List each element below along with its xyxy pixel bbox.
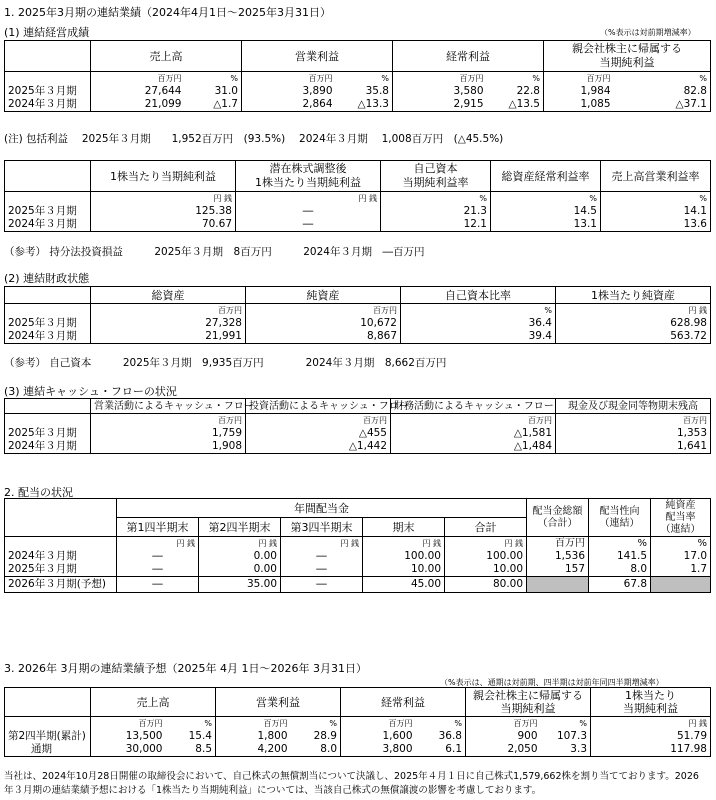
value-cell: △37.1 bbox=[614, 98, 711, 112]
header-line-1: 純資産 bbox=[665, 499, 696, 511]
value-cell: 21,991 bbox=[91, 330, 246, 344]
value-cell: 27,644 bbox=[91, 85, 185, 98]
header-operating-margin: 売上高営業利益率 bbox=[601, 161, 711, 192]
value-cell: ― bbox=[117, 577, 199, 593]
forecast-pct-note: （%表示は、通期は対前期、四半期は対前年同四半期増減率） bbox=[440, 678, 664, 687]
corner-cell bbox=[5, 399, 91, 414]
value-cell: 12.1 bbox=[381, 218, 491, 232]
unit-cell: 百万円 bbox=[216, 717, 291, 731]
value-cell: 10.00 bbox=[445, 563, 527, 577]
value-cell: △455 bbox=[246, 427, 391, 440]
value-cell: 13,500 bbox=[91, 730, 166, 743]
value-cell: 36.8 bbox=[416, 730, 466, 743]
unit-cell: % bbox=[185, 72, 242, 86]
value-cell: 30,000 bbox=[91, 743, 166, 757]
header-line-1: 親会社株主に帰属する bbox=[473, 689, 583, 702]
value-cell: 13.1 bbox=[491, 218, 601, 232]
pct-note: （%表示は対前期増減率） bbox=[600, 28, 696, 37]
header-total-dividend bbox=[527, 499, 589, 537]
header-line-2: 当期純利益 bbox=[500, 702, 556, 715]
value-cell: 2,864 bbox=[242, 98, 336, 112]
header-q3: 第3四半期末 bbox=[281, 518, 363, 537]
section-heading-dividends: 2. 配当の状況 bbox=[4, 486, 73, 499]
value-cell: 35.8 bbox=[336, 85, 393, 98]
value-cell: 14.5 bbox=[491, 205, 601, 218]
unit-row-label bbox=[5, 717, 91, 731]
header-operating-cf: 営業活動によるキャッシュ・フロー bbox=[91, 399, 246, 414]
value-cell: 27,328 bbox=[91, 317, 246, 330]
header-sales: 売上高 bbox=[91, 41, 242, 72]
header-year-end: 期末 bbox=[363, 518, 445, 537]
header-sales: 売上高 bbox=[91, 688, 216, 717]
value-cell: 70.67 bbox=[91, 218, 236, 232]
header-line-2: 配当率 bbox=[665, 511, 696, 523]
forecast-footnote-line-1: 当社は、2024年10月28日開催の取締役会において、自己株式の無償割当について決議し、2025年４月１日に自己株式1,579,662株を割り当てております。2026 bbox=[4, 771, 699, 782]
value-cell: 1,759 bbox=[91, 427, 246, 440]
row-label: 2025年３月期 bbox=[5, 427, 91, 440]
value-cell: 22.8 bbox=[487, 85, 544, 98]
value-cell: 8,867 bbox=[246, 330, 401, 344]
corner-cell bbox=[5, 287, 91, 304]
unit-cell: 百万円 bbox=[91, 414, 246, 428]
consolidated-results-table bbox=[4, 40, 711, 112]
header-cash-end: 現金及び現金同等物期末残高 bbox=[556, 399, 711, 414]
row-label: 2025年３月期 bbox=[5, 317, 91, 330]
value-cell: 157 bbox=[527, 563, 589, 577]
unit-cell: % bbox=[487, 72, 544, 86]
value-cell: 4,200 bbox=[216, 743, 291, 757]
header-operating-income: 営業利益 bbox=[242, 41, 393, 72]
header-diluted-eps bbox=[236, 161, 381, 192]
value-cell: 117.98 bbox=[591, 743, 711, 757]
value-cell: ― bbox=[281, 563, 363, 577]
unit-cell: 円 銭 bbox=[556, 304, 711, 318]
header-line-1: 配当性向 bbox=[599, 505, 640, 517]
equity-note: （参考） 自己資本 2025年３月期 9,935百万円 2024年３月期 8,662百万円 bbox=[4, 357, 447, 369]
header-eps: 1株当たり当期純利益 bbox=[91, 161, 236, 192]
unit-cell: % bbox=[336, 72, 393, 86]
value-cell: 28.9 bbox=[291, 730, 341, 743]
unit-cell: 百万円 bbox=[466, 717, 541, 731]
value-cell: ― bbox=[236, 205, 381, 218]
value-cell: 21,099 bbox=[91, 98, 185, 112]
unit-cell: 円 銭 bbox=[117, 537, 199, 551]
value-cell: 3,800 bbox=[341, 743, 416, 757]
value-cell: 1,800 bbox=[216, 730, 291, 743]
row-label: 2024年３月期 bbox=[5, 440, 91, 454]
unit-cell: 百万円 bbox=[91, 717, 166, 731]
unit-cell: 円 銭 bbox=[281, 537, 363, 551]
value-cell: ― bbox=[236, 218, 381, 232]
value-cell: 14.1 bbox=[601, 205, 711, 218]
unit-cell: 円 銭 bbox=[591, 717, 711, 731]
row-label: 2025年３月期 bbox=[5, 205, 91, 218]
header-bps: 1株当たり純資産 bbox=[556, 287, 711, 304]
header-q2: 第2四半期末 bbox=[199, 518, 281, 537]
unit-cell: 百万円 bbox=[393, 72, 487, 86]
unit-cell: % bbox=[601, 192, 711, 206]
header-line-3: （連結） bbox=[660, 523, 701, 535]
corner-cell bbox=[5, 688, 91, 717]
value-cell: 80.00 bbox=[445, 577, 527, 593]
value-cell: △1,581 bbox=[391, 427, 556, 440]
row-label: 2024年３月期 bbox=[5, 330, 91, 344]
row-label: 通期 bbox=[5, 743, 91, 757]
unit-cell: 円 銭 bbox=[363, 537, 445, 551]
value-cell: 8.0 bbox=[291, 743, 341, 757]
header-line-2: （合計） bbox=[537, 517, 578, 529]
value-cell: 141.5 bbox=[589, 550, 651, 563]
unit-cell: % bbox=[291, 717, 341, 731]
header-line-1: 配当金総額 bbox=[532, 505, 583, 517]
value-cell: 45.00 bbox=[363, 577, 445, 593]
unit-cell: % bbox=[166, 717, 216, 731]
unit-cell: 百万円 bbox=[246, 414, 391, 428]
value-cell: △13.5 bbox=[487, 98, 544, 112]
header-line-1: 自己資本 bbox=[413, 162, 458, 175]
unit-cell: 百万円 bbox=[527, 537, 589, 551]
value-cell: 67.8 bbox=[589, 577, 651, 593]
value-cell-na bbox=[527, 577, 589, 593]
value-cell: 1,085 bbox=[544, 98, 614, 112]
unit-cell: % bbox=[401, 304, 556, 318]
value-cell: ― bbox=[117, 563, 199, 577]
per-share-table bbox=[4, 160, 711, 232]
value-cell: 2,050 bbox=[466, 743, 541, 757]
header-line-1: 潜在株式調整後 bbox=[269, 162, 347, 175]
header-roa: 総資産経常利益率 bbox=[491, 161, 601, 192]
header-line-2: 当期純利益率 bbox=[402, 176, 469, 189]
value-cell: 628.98 bbox=[556, 317, 711, 330]
value-cell: △1,442 bbox=[246, 440, 391, 454]
financial-position-table bbox=[4, 286, 711, 344]
value-cell: 1,600 bbox=[341, 730, 416, 743]
unit-cell: 百万円 bbox=[391, 414, 556, 428]
header-investing-cf: 投資活動によるキャッシュ・フロー bbox=[246, 399, 391, 414]
unit-cell: 百万円 bbox=[246, 304, 401, 318]
header-total: 合計 bbox=[445, 518, 527, 537]
value-cell: 3.3 bbox=[541, 743, 591, 757]
unit-cell: % bbox=[491, 192, 601, 206]
value-cell: ― bbox=[281, 550, 363, 563]
unit-cell: 百万円 bbox=[91, 304, 246, 318]
value-cell: 125.38 bbox=[91, 205, 236, 218]
value-cell: 10,672 bbox=[246, 317, 401, 330]
section-heading-consolidated-results: (1) 連結経営成績 bbox=[4, 26, 90, 39]
header-line-2: 当期純利益 bbox=[599, 56, 655, 69]
value-cell: 1.7 bbox=[651, 563, 711, 577]
row-label: 2024年３月期 bbox=[5, 218, 91, 232]
value-cell: 2,915 bbox=[393, 98, 487, 112]
page-title: 1. 2025年3月期の連結業績（2024年4月1日～2025年3月31日） bbox=[4, 6, 331, 19]
comprehensive-income-note: (注) 包括利益 2025年３月期 1,952百万円 (93.5%) 2024年３月期 1,008百万円 (△45.5%) bbox=[4, 133, 504, 145]
unit-cell: % bbox=[651, 537, 711, 551]
header-doe bbox=[651, 499, 711, 537]
value-cell: △1.7 bbox=[185, 98, 242, 112]
value-cell: 6.1 bbox=[416, 743, 466, 757]
value-cell: 31.0 bbox=[185, 85, 242, 98]
row-label: 2025年３月期 bbox=[5, 85, 91, 98]
unit-cell: 百万円 bbox=[341, 717, 416, 731]
header-operating-income: 営業利益 bbox=[216, 688, 341, 717]
unit-cell: 円 銭 bbox=[236, 192, 381, 206]
value-cell: ― bbox=[281, 577, 363, 593]
value-cell: 107.3 bbox=[541, 730, 591, 743]
row-label: 2026年３月期(予想) bbox=[5, 577, 117, 593]
value-cell: △13.3 bbox=[336, 98, 393, 112]
header-line-2: 当期純利益 bbox=[623, 702, 678, 715]
unit-row-label bbox=[5, 192, 91, 206]
unit-cell: % bbox=[381, 192, 491, 206]
unit-row-label bbox=[5, 537, 117, 551]
unit-cell: % bbox=[541, 717, 591, 731]
value-cell: 21.3 bbox=[381, 205, 491, 218]
row-label: 2024年３月期 bbox=[5, 550, 117, 563]
header-roe bbox=[381, 161, 491, 192]
forecast-table bbox=[4, 687, 711, 757]
value-cell: △1,484 bbox=[391, 440, 556, 454]
unit-row-label bbox=[5, 72, 91, 86]
value-cell: 563.72 bbox=[556, 330, 711, 344]
forecast-footnote-line-2: 年３月期の連結業績予想における「1株当たり当期純利益」については、当該自己株式の無償譲渡の影響を考慮しております。 bbox=[4, 785, 542, 796]
equity-method-note: （参考） 持分法投資損益 2025年３月期 8百万円 2024年３月期 ―百万円 bbox=[4, 246, 425, 258]
corner-cell bbox=[5, 161, 91, 192]
unit-cell: 百万円 bbox=[242, 72, 336, 86]
section-heading-cash-flows: (3) 連結キャッシュ・フローの状況 bbox=[4, 385, 177, 398]
header-equity-ratio: 自己資本比率 bbox=[401, 287, 556, 304]
header-line-1: 親会社株主に帰属する bbox=[572, 42, 682, 55]
value-cell: 1,908 bbox=[91, 440, 246, 454]
corner-cell bbox=[5, 41, 91, 72]
value-cell: 3,580 bbox=[393, 85, 487, 98]
header-line-2: 1株当たり当期純利益 bbox=[255, 176, 361, 189]
unit-row-label bbox=[5, 304, 91, 318]
row-label: 第2四半期(累計) bbox=[5, 730, 91, 743]
header-line-1: 1株当たり bbox=[625, 689, 676, 702]
header-net-assets: 純資産 bbox=[246, 287, 401, 304]
header-total-assets: 総資産 bbox=[91, 287, 246, 304]
value-cell: 1,353 bbox=[556, 427, 711, 440]
value-cell: 3,890 bbox=[242, 85, 336, 98]
value-cell: 51.79 bbox=[591, 730, 711, 743]
header-eps bbox=[591, 688, 711, 717]
section-heading-financial-position: (2) 連結財政状態 bbox=[4, 272, 90, 285]
cash-flow-table bbox=[4, 398, 711, 454]
value-cell: 100.00 bbox=[363, 550, 445, 563]
value-cell: 35.00 bbox=[199, 577, 281, 593]
unit-cell: 円 銭 bbox=[199, 537, 281, 551]
header-net-income-parent bbox=[466, 688, 591, 717]
value-cell: 1,984 bbox=[544, 85, 614, 98]
row-label: 2025年３月期 bbox=[5, 563, 117, 577]
dividends-table bbox=[4, 498, 711, 593]
unit-cell: % bbox=[589, 537, 651, 551]
value-cell: 900 bbox=[466, 730, 541, 743]
unit-row-label bbox=[5, 414, 91, 428]
header-ordinary-income: 経常利益 bbox=[341, 688, 466, 717]
header-q1: 第1四半期末 bbox=[117, 518, 199, 537]
unit-cell: 円 銭 bbox=[91, 192, 236, 206]
header-financing-cf: 財務活動によるキャッシュ・フロー bbox=[391, 399, 556, 414]
value-cell: 0.00 bbox=[199, 550, 281, 563]
value-cell: 100.00 bbox=[445, 550, 527, 563]
value-cell: 15.4 bbox=[166, 730, 216, 743]
header-annual-dividend: 年間配当金 bbox=[117, 499, 527, 518]
value-cell: 17.0 bbox=[651, 550, 711, 563]
value-cell: 8.5 bbox=[166, 743, 216, 757]
header-payout-ratio bbox=[589, 499, 651, 537]
unit-cell: 百万円 bbox=[544, 72, 614, 86]
unit-cell: % bbox=[416, 717, 466, 731]
value-cell: 8.0 bbox=[589, 563, 651, 577]
value-cell: ― bbox=[117, 550, 199, 563]
value-cell: 39.4 bbox=[401, 330, 556, 344]
value-cell: 13.6 bbox=[601, 218, 711, 232]
corner-cell bbox=[5, 499, 117, 537]
unit-cell: 百万円 bbox=[91, 72, 185, 86]
header-ordinary-income: 経常利益 bbox=[393, 41, 544, 72]
unit-cell: 円 銭 bbox=[445, 537, 527, 551]
unit-cell: 百万円 bbox=[556, 414, 711, 428]
value-cell: 82.8 bbox=[614, 85, 711, 98]
row-label: 2024年３月期 bbox=[5, 98, 91, 112]
header-line-2: （連結） bbox=[599, 517, 640, 529]
unit-cell: % bbox=[614, 72, 711, 86]
value-cell: 1,536 bbox=[527, 550, 589, 563]
section-heading-forecast: 3. 2026年 3月期の連結業績予想（2025年 4月 1日～2026年 3月31日） bbox=[4, 662, 367, 675]
value-cell: 10.00 bbox=[363, 563, 445, 577]
value-cell: 1,641 bbox=[556, 440, 711, 454]
value-cell: 36.4 bbox=[401, 317, 556, 330]
value-cell-na bbox=[651, 577, 711, 593]
header-net-income-parent bbox=[544, 41, 711, 72]
value-cell: 0.00 bbox=[199, 563, 281, 577]
